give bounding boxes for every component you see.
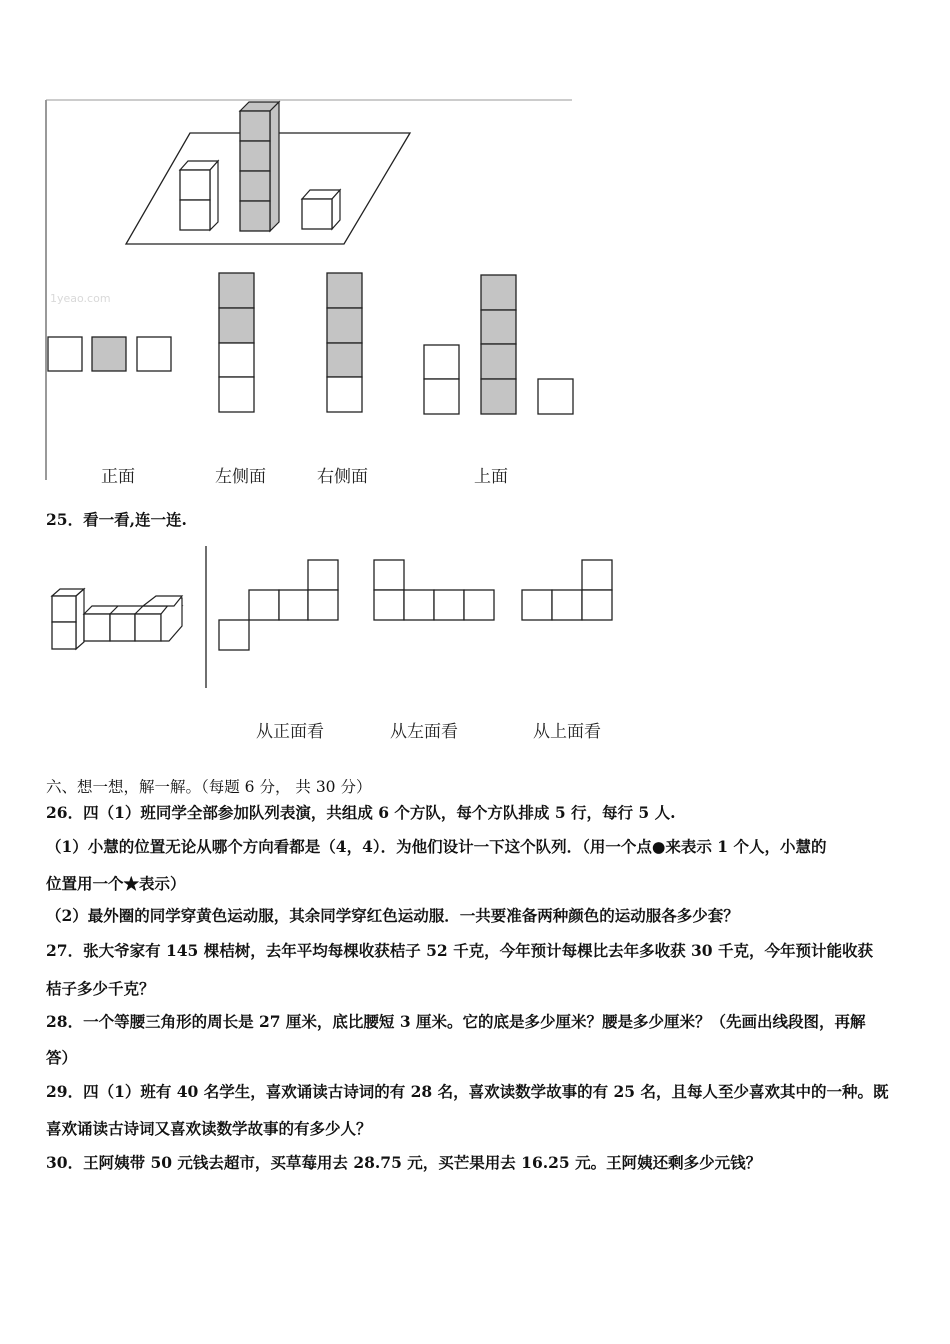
watermark-text: 1yeao.com: [50, 292, 111, 305]
q26-2-line1: （2）最外圈的同学穿黄色运动服，其余同学穿红色运动服．一共要准备两种颜色的运动服各多少套？: [46, 906, 739, 925]
q29-line2: 喜欢诵读古诗词又喜欢读数学故事的有多少人？: [46, 1119, 372, 1138]
view-label-front: 正面: [101, 467, 135, 487]
view-label-left: 左侧面: [215, 467, 266, 487]
q25-view-option-a: [219, 560, 338, 650]
q28-line2: 答）: [46, 1048, 78, 1067]
q26-line1: 26．四（1）班同学全部参加队列表演，共组成 6 个方队，每个方队排成 5 行，每行 5 人.: [46, 803, 676, 822]
q29-line1: 29．四（1）班有 40 名学生，喜欢诵读古诗词的有 28 名，喜欢读数学故事的有 25 名，且每人至少喜欢其中的一种。既: [46, 1082, 889, 1101]
q28-line1: 28．一个等腰三角形的周长是 27 厘米，底比腰短 3 厘米。它的底是多少厘米？腰是多少厘米？（先画出线段图，再解: [46, 1012, 866, 1031]
q30-line1: 30．王阿姨带 50 元钱去超市，买草莓用去 28.75 元，买芒果用去 16.25 元。王阿姨还剩多少元钱？: [46, 1153, 762, 1172]
q26-1-line2: 位置用一个★表示）: [46, 874, 186, 893]
section6-heading: 六、想一想，解一解。（每题 6 分， 共 30 分）: [46, 778, 372, 796]
q27-line1: 27．张大爷家有 145 棵桔树，去年平均每棵收获桔子 52 千克，今年预计每棵比去年多收获 30 千克，今年预计能收获: [46, 941, 873, 960]
q25-label-left: 从左面看: [390, 722, 458, 742]
view-label-top: 上面: [474, 467, 508, 487]
view-label-right: 右侧面: [317, 467, 368, 487]
q27-line2: 桔子多少千克？: [46, 979, 155, 998]
q25-label-top: 从上面看: [533, 722, 601, 742]
q25-3d-object: [52, 589, 182, 649]
q25-view-option-c: [522, 560, 612, 620]
q26-1-line1: （1）小慧的位置无论从哪个方向看都是（4，4）．为他们设计一下这个队列．（用一个点●来表示 1 个人，小慧的: [46, 837, 827, 856]
q25-view-option-b: [374, 560, 494, 620]
q25-label-front: 从正面看: [256, 722, 324, 742]
q25-stem: 25．看一看,连一连.: [46, 510, 187, 529]
